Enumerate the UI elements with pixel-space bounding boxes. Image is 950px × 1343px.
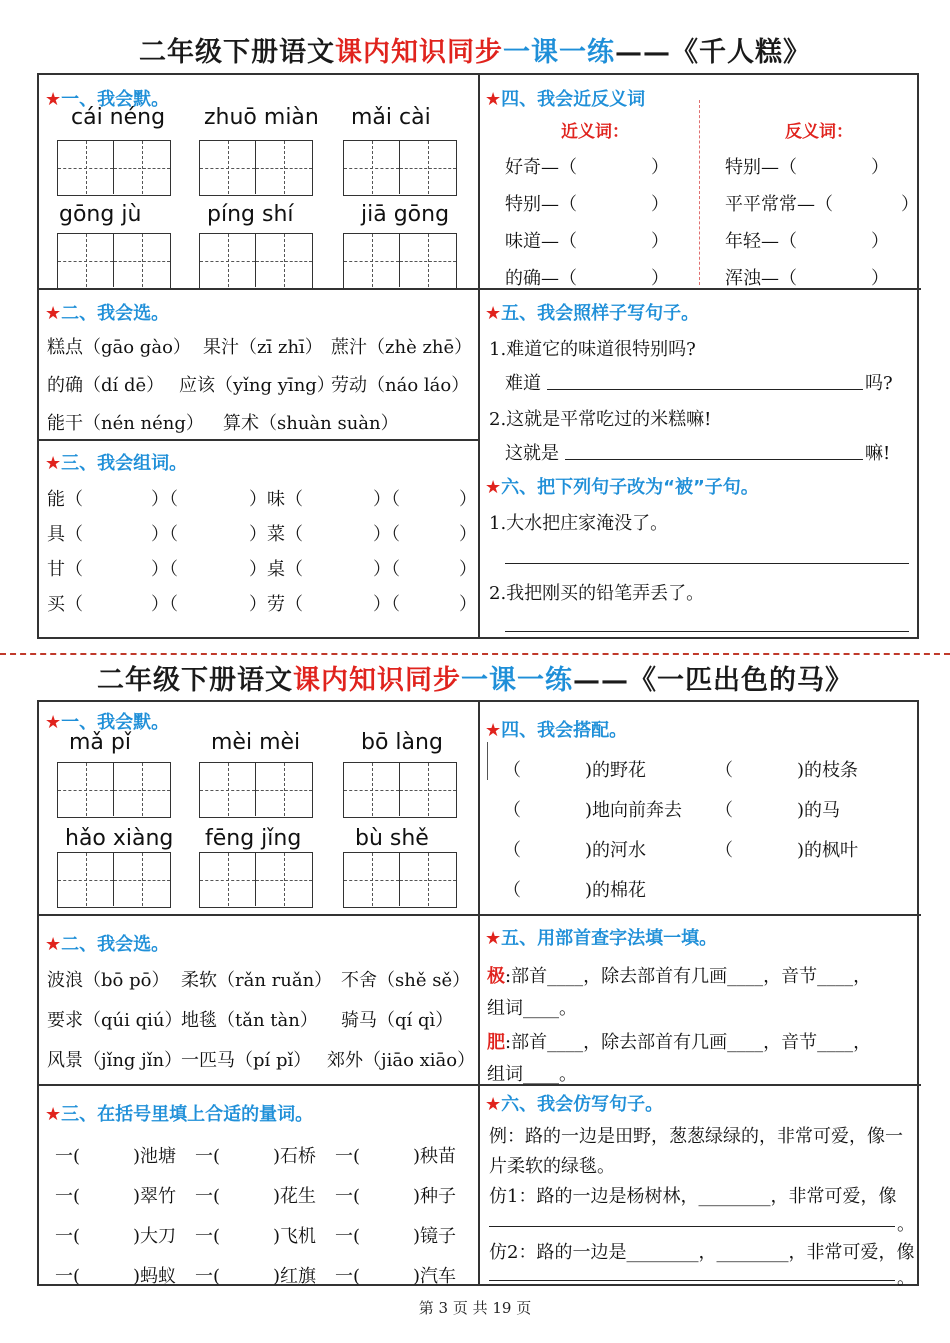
section-choose-heading: ★二、我会选。 bbox=[45, 303, 170, 324]
pinyin-bo-lang: bō làng bbox=[361, 730, 443, 755]
worksheet-1: ★一、我会默。 cái néng zhuō miàn mǎi cài gōng jù píng shí jiā gōng ★二、我会选。 糕点（gāo gào） 果汁（zī zhī） 蔗汁（zhè zhē） 的确（dí dē） 应该（yǐng yīng） 劳动（náo láo） 能干（nén néng） 算术（shuàn suàn） ★三、我会组词。 能（ 具（ 甘（ 买（ ）（ ）（ ）（ ）（ ）味（ ）菜（ ）桌（ ）劳（ ）（ ）（ ）（ ）（ ） ） ） ） ★四、我会近反义词 近义词： 反义词： 好奇—（ 特别—（ 味道—（ 的确—（ ） ） ） ） 特别—（ 平平常常—（ 年轻—（ 浑浊—（ ） ） ） ） ★五、我会照样子写句子。 1.难道它的味道很特别吗? 难道 吗? 2.这就是平常吃过的米糕嘛! 这就是 嘛! ★六、把下列句子改为“被”子句。 1.大水把庄家淹没了。 2.我把刚买的铅笔弄丢了。 bbox=[37, 73, 919, 639]
antonym-item[interactable]: 年轻—（ bbox=[725, 231, 797, 252]
radical-row-word[interactable]: 组词____。 bbox=[487, 1064, 577, 1085]
choice-item[interactable]: 骑马（qí qì） bbox=[341, 1010, 454, 1031]
writing-grid[interactable] bbox=[343, 852, 457, 908]
pinyin-ma-pi: mǎ pǐ bbox=[69, 730, 131, 755]
radical-row-word[interactable]: 组词____。 bbox=[487, 998, 577, 1019]
antonym-item[interactable]: 浑浊—（ bbox=[725, 268, 797, 289]
choice-item[interactable]: 能干（nén néng） bbox=[47, 413, 204, 434]
writing-grid[interactable] bbox=[57, 852, 171, 908]
word-building-row[interactable]: 能（ bbox=[47, 489, 83, 510]
passive-question: 1.大水把庄家淹没了。 bbox=[489, 513, 669, 534]
pinyin-cai-neng: cái néng bbox=[71, 105, 166, 130]
answer-line[interactable] bbox=[565, 459, 863, 460]
rewrite-question: 2.这就是平常吃过的米糕嘛! bbox=[489, 409, 712, 430]
answer-line[interactable] bbox=[547, 389, 863, 390]
measure-word-noun: )飞机 bbox=[273, 1226, 317, 1247]
section-choose-heading: ★二、我会选。 bbox=[45, 934, 170, 955]
matching-item[interactable]: )的棉花 bbox=[585, 880, 647, 901]
radical-row[interactable]: 极:部首____，除去部首有几画____，音节____， bbox=[487, 966, 872, 987]
imitation-example: 片柔软的绿毯。 bbox=[489, 1156, 615, 1177]
matching-item[interactable]: )的枝条 bbox=[797, 760, 859, 781]
antonym-label: 反义词： bbox=[785, 122, 853, 142]
choice-item[interactable]: 波浪（bō pō） bbox=[47, 970, 170, 991]
answer-line[interactable] bbox=[489, 1280, 895, 1281]
measure-word-blank[interactable]: 一( bbox=[55, 1146, 81, 1167]
measure-word-blank[interactable]: 一( bbox=[55, 1266, 81, 1287]
matching-item[interactable]: )地向前奔去 bbox=[585, 800, 683, 821]
synonym-item[interactable]: 好奇—（ bbox=[505, 157, 577, 178]
measure-word-noun: )红旗 bbox=[273, 1266, 317, 1287]
choice-item[interactable]: 算术（shuàn suàn） bbox=[223, 413, 399, 434]
section-measure-words-heading: ★三、在括号里填上合适的量词。 bbox=[45, 1104, 314, 1125]
choice-item[interactable]: 郊外（jiāo xiāo） bbox=[327, 1050, 476, 1071]
matching-item[interactable]: )的野花 bbox=[585, 760, 647, 781]
measure-word-blank[interactable]: 一( bbox=[55, 1226, 81, 1247]
measure-word-noun: )蚂蚁 bbox=[133, 1266, 177, 1287]
matching-item[interactable]: )的枫叶 bbox=[797, 840, 859, 861]
matching-item[interactable]: )的河水 bbox=[585, 840, 647, 861]
writing-grid[interactable] bbox=[199, 140, 313, 196]
answer-line[interactable] bbox=[489, 1226, 895, 1227]
choice-item[interactable]: 不舍（shě sě） bbox=[341, 970, 471, 991]
writing-grid[interactable] bbox=[57, 762, 171, 818]
worksheet-2: ★一、我会默。 mǎ pǐ mèi mèi bō làng hǎo xiàng fēng jǐng bù shě ★二、我会选。 波浪（bō pō） 柔软（rǎn ruǎn） 不舍（shě sě） 要求（qúi qiú） 地毯（tǎn tàn） 骑马（qí qì） 风景（jǐng jǐn） 一匹马（pí pǐ） 郊外（jiāo xiāo） ★三、在括号里填上合适的量词。 一( )池塘 一( )石桥 一( )秧苗 一( )翠竹 一( )花生 一( )种子 一( )大刀 一( )飞机 一( )镜子 一( )蚂蚁 一( )红旗 一( )汽车 ★四、我会搭配。 （ )的野花 （ )地向前奔去 （ )的河水 （ )的棉花 （ )的枝条 （ )的马 （ )的枫叶 ★五、用部首查字法填一填。 极:部首____，除去部首有几画____，音节____， 组词____。 肥:部首____，除去部首有几画____，音节____， 组词____。 ★六、我会仿写句子。 例：路的一边是田野，葱葱绿绿的，非常可爱，像一 片柔软的绿毯。 仿1：路的一边是杨树林，________，非常可爱，像 。 仿2：路的一边是________，________，非常可爱，像 。 bbox=[37, 700, 919, 1286]
choice-item[interactable]: 劳动（náo láo） bbox=[331, 375, 470, 396]
measure-word-noun: )池塘 bbox=[133, 1146, 177, 1167]
measure-word-blank[interactable]: 一( bbox=[55, 1186, 81, 1207]
measure-word-blank[interactable]: 一( bbox=[335, 1226, 361, 1247]
synonym-item[interactable]: 味道—（ bbox=[505, 231, 577, 252]
synonym-item[interactable]: 特别—（ bbox=[505, 194, 577, 215]
measure-word-noun: )花生 bbox=[273, 1186, 317, 1207]
imitation-example: 例：路的一边是田野，葱葱绿绿的，非常可爱，像一 bbox=[489, 1126, 903, 1147]
antonym-item[interactable]: 特别—（ bbox=[725, 157, 797, 178]
section-dictation-heading: ★一、我会默。 bbox=[45, 89, 170, 110]
section-matching-heading: ★四、我会搭配。 bbox=[485, 720, 628, 741]
writing-grid[interactable] bbox=[199, 852, 313, 908]
section-imitation-heading: ★六、我会仿写句子。 bbox=[485, 1094, 664, 1115]
matching-item[interactable]: )的马 bbox=[797, 800, 841, 821]
writing-grid[interactable] bbox=[343, 140, 457, 196]
writing-grid[interactable] bbox=[57, 140, 171, 196]
word-building-row[interactable]: 买（ bbox=[47, 594, 83, 615]
section-passive-heading: ★六、把下列句子改为“被”子句。 bbox=[485, 477, 759, 498]
measure-word-noun: )秧苗 bbox=[413, 1146, 457, 1167]
measure-word-blank[interactable]: 一( bbox=[195, 1146, 221, 1167]
measure-word-blank[interactable]: 一( bbox=[195, 1266, 221, 1287]
measure-word-blank[interactable]: 一( bbox=[335, 1266, 361, 1287]
antonym-item[interactable]: 平平常常—（ bbox=[725, 194, 833, 215]
section-word-building-heading: ★三、我会组词。 bbox=[45, 453, 188, 474]
pinyin-gong-ju: gōng jù bbox=[59, 202, 142, 227]
measure-word-noun: )镜子 bbox=[413, 1226, 457, 1247]
measure-word-blank[interactable]: 一( bbox=[195, 1226, 221, 1247]
choice-item[interactable]: 要求（qúi qiú） bbox=[47, 1010, 183, 1031]
imitation-task: 仿2：路的一边是________，________，非常可爱，像 bbox=[489, 1242, 915, 1263]
measure-word-noun: )种子 bbox=[413, 1186, 457, 1207]
passive-question: 2.我把刚买的铅笔弄丢了。 bbox=[489, 583, 705, 604]
choice-item[interactable]: 风景（jǐng jǐn） bbox=[47, 1050, 183, 1071]
measure-word-blank[interactable]: 一( bbox=[335, 1146, 361, 1167]
measure-word-noun: )石桥 bbox=[273, 1146, 317, 1167]
page-footer: 第 3 页 共 19 页 bbox=[418, 1299, 532, 1317]
page-separator bbox=[0, 653, 950, 655]
writing-grid[interactable] bbox=[57, 233, 171, 289]
section-synonyms-heading: ★四、我会近反义词 bbox=[485, 89, 646, 110]
measure-word-noun: )汽车 bbox=[413, 1266, 457, 1287]
choice-item[interactable]: 一匹马（pí pǐ） bbox=[181, 1050, 312, 1071]
writing-grid[interactable] bbox=[343, 762, 457, 818]
section-rewrite-heading: ★五、我会照样子写句子。 bbox=[485, 303, 700, 324]
pinyin-bu-she: bù shě bbox=[355, 826, 429, 851]
choice-item[interactable]: 的确（dí dē） bbox=[47, 375, 165, 396]
choice-item[interactable]: 柔软（rǎn ruǎn） bbox=[181, 970, 333, 991]
pinyin-jia-gong: jiā gōng bbox=[361, 202, 450, 227]
imitation-task: 仿1：路的一边是杨树林，________，非常可爱，像 bbox=[489, 1186, 897, 1207]
writing-grid[interactable] bbox=[343, 233, 457, 289]
writing-grid[interactable] bbox=[199, 233, 313, 289]
worksheet-title-2: 二年级下册语文课内知识同步一课一练——《一匹出色的马》 bbox=[97, 665, 853, 696]
radical-row[interactable]: 肥:部首____，除去部首有几画____，音节____， bbox=[487, 1032, 872, 1053]
synonym-label: 近义词： bbox=[561, 122, 629, 142]
answer-line[interactable] bbox=[505, 631, 909, 632]
synonym-item[interactable]: 的确—（ bbox=[505, 268, 577, 289]
measure-word-noun: )翠竹 bbox=[133, 1186, 177, 1207]
pinyin-mei-mei: mèi mèi bbox=[211, 730, 301, 755]
answer-line[interactable] bbox=[505, 563, 909, 564]
pinyin-feng-jing: fēng jǐng bbox=[205, 826, 302, 851]
pinyin-ping-shi: píng shí bbox=[207, 202, 294, 227]
rewrite-question: 1.难道它的味道很特别吗? bbox=[489, 339, 696, 360]
pinyin-hao-xiang: hǎo xiàng bbox=[65, 826, 174, 851]
section-dictation-heading: ★一、我会默。 bbox=[45, 712, 170, 733]
writing-grid[interactable] bbox=[199, 762, 313, 818]
choice-item[interactable]: 果汁（zī zhī） bbox=[203, 337, 323, 358]
pinyin-zhuo-mian: zhuō miàn bbox=[204, 105, 319, 130]
word-building-row[interactable]: 甘（ bbox=[47, 559, 83, 580]
measure-word-blank[interactable]: 一( bbox=[195, 1186, 221, 1207]
pinyin-mai-cai: mǎi cài bbox=[351, 105, 431, 130]
worksheet-title-1: 二年级下册语文课内知识同步一课一练——《千人糕》 bbox=[139, 37, 811, 68]
choice-item[interactable]: 地毯（tǎn tàn） bbox=[181, 1010, 318, 1031]
choice-item[interactable]: 蔗汁（zhè zhē） bbox=[331, 337, 473, 358]
word-building-row[interactable]: 具（ bbox=[47, 524, 83, 545]
measure-word-blank[interactable]: 一( bbox=[335, 1186, 361, 1207]
choice-item[interactable]: 糕点（gāo gào） bbox=[47, 337, 191, 358]
section-radical-lookup-heading: ★五、用部首查字法填一填。 bbox=[485, 928, 718, 949]
choice-item[interactable]: 应该（yǐng yīng） bbox=[179, 375, 335, 396]
measure-word-noun: )大刀 bbox=[133, 1226, 177, 1247]
